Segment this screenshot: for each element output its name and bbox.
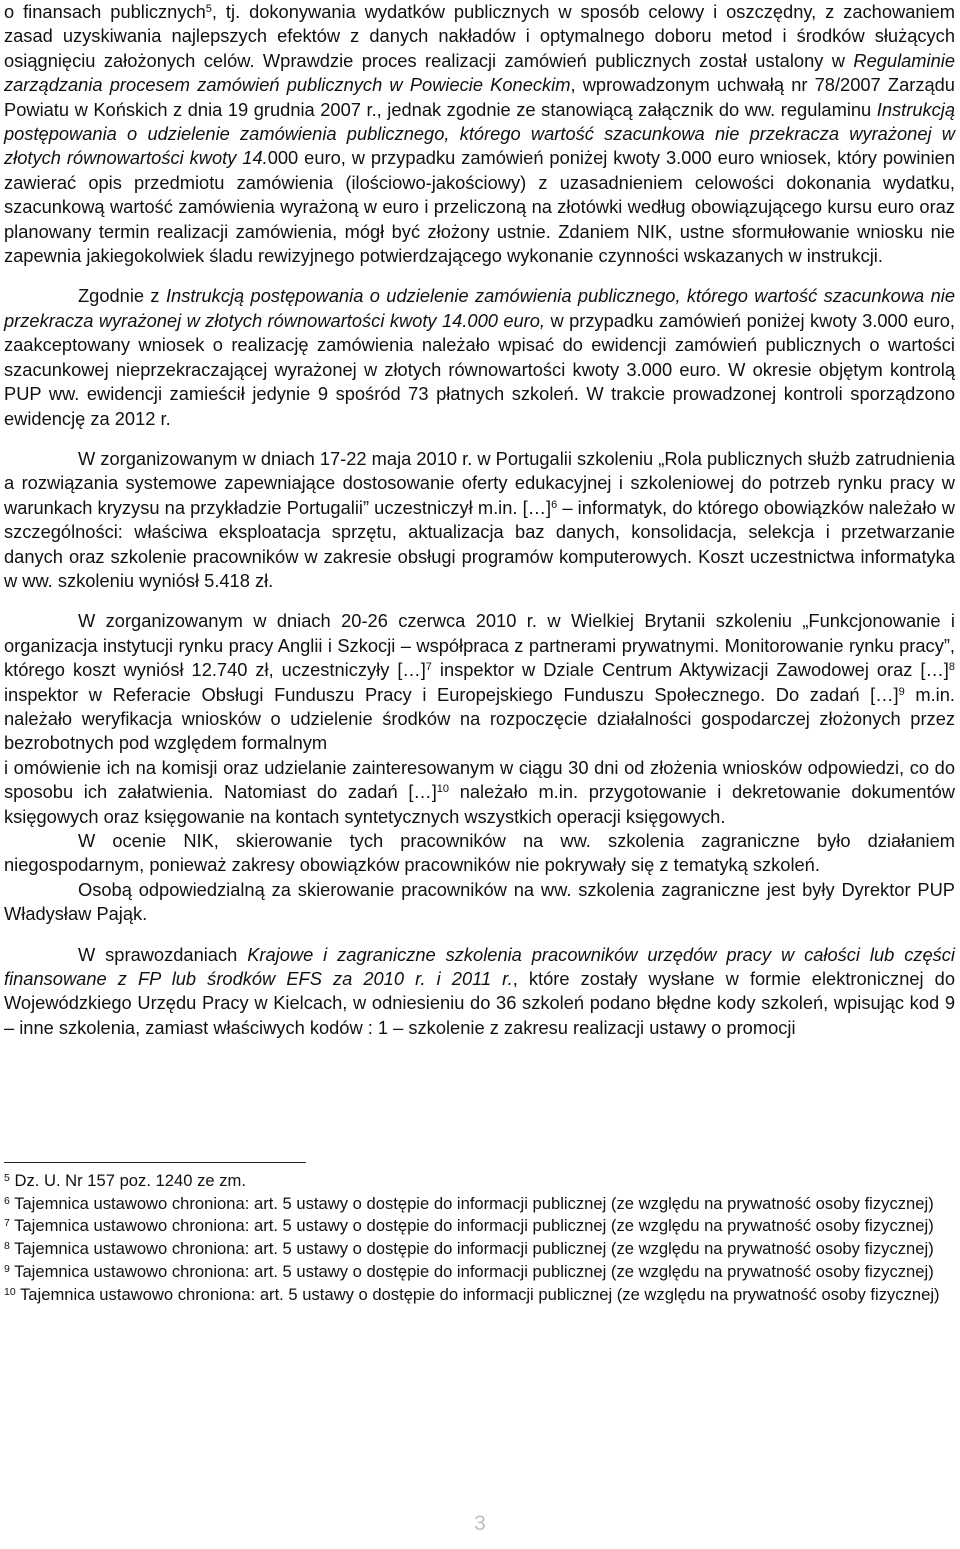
footnote-number: 7 [4,1217,10,1230]
footnote-number: 8 [4,1240,10,1253]
footnote-number: 6 [4,1194,10,1207]
text-run: 000 euro, w przypadku zamówień poniżej kwoty 3.000 euro wniosek, który powinien zawierać opis przedmiotu zamówienia (ilościowo-jakościowy) z uzasadnieniem celowości dokonania wydatku, szacunkową wartość zamówienia wyrażoną w euro i przeliczoną na złotówki według obowiązującego kursu euro oraz planowany termin realizacji zamówienia, mógł być złożony ustnie. Zdaniem NIK, ustne sformułowanie wniosku nie zapewnia jakiegokolwiek śladu rewizyjnego potwierdzającego wykonanie czynności wskazanych w instrukcji. [4,147,955,267]
footnote-10 [4,1284,955,1307]
text-run: , tj. dokonywania wydatków publicznych w sposób celowy i oszczędny, z zachowaniem zasad uzyskiwania najlepszych efektów z danych nakładów i optymalnego doboru metod i środków służących osiągnięciu założonych celów. Wprawdzie proces realizacji zamówień publicznych został ustalony w [4,1,955,71]
text-run: należało m.in. przygotowanie i dekretowanie dokumentów księgowych oraz księgowanie na kontach syntetycznych wszystkich operacji księgowych. [4,781,956,827]
text-run: Zgodnie z [78,285,166,307]
footnote-text: Tajemnica ustawowo chroniona: art. 5 ustawy o dostępie do informacji publicznej (ze względu na prywatność osoby fizycznej) [9,1216,934,1236]
footnote-5 [4,1170,955,1193]
text-run: W zorganizowanym w dniach 20-26 czerwca 2010 r. w Wielkiej Brytanii szkoleniu „Funkcjonowanie i organizacja instytucji rynku pracy Anglii i Szkocji – współpraca z partnerami prywatnymi. Monitorowanie rynku pracy”, którego koszt wyniósł 12.740 zł, uczestniczyły […] [4,610,955,681]
footnote-text: Tajemnica ustawowo chroniona: art. 5 ustawy o dostępie do informacji publicznej (ze względu na prywatność osoby fizycznej) [9,1239,934,1259]
footnote-number: 9 [4,1262,10,1275]
paragraph-public-procurement [4,0,955,268]
footnote-text: Tajemnica ustawowo chroniona: art. 5 ustawy o dostępie do informacji publicznej (ze względu na prywatność osoby fizycznej) [9,1193,934,1213]
paragraph-reports [4,943,955,1041]
italic-run: Krajowe i zagraniczne szkolenia pracowników urzędów pracy w całości lub części finansowane z FP lub środków EFS za 2010 r. i 2011 r. [4,943,955,990]
footnote-ref: 10 [436,783,450,796]
text-run: m.in. należało weryfikacja wniosków o udzielenie środków na rozpoczęcie działalności gospodarczej złożonych przez bezrobotnych pod względem formalnym [4,683,955,754]
text-run: o finansach publicznych [4,1,206,22]
footnotes [4,1170,955,1306]
footnote-separator [4,1162,306,1163]
italic-run: Instrukcją postępowania o udzielenie zamówienia publicznego, którego wartość szacunkowa nie przekracza wyrażonej w złotych równowartości kwoty 14. [4,285,955,331]
footnote-9 [4,1261,955,1284]
italic-run: 000 euro, [467,309,546,331]
footnote-ref: 7 [425,661,432,674]
text-run: i omówienie ich na komisji oraz udzielanie zainteresowanym w ciągu 30 dni od złożenia wniosków odpowiedzi, co do sposobu ich załatwienia. Natomiast do zadań […] [4,756,955,803]
text-run: inspektor w Referacie Obsługi Funduszu Pracy i Europejskiego Funduszu Społecznego. Do zadań […] [4,683,899,705]
paragraph-uk-training-cont [4,756,955,829]
text-run: , które zostały wysłane w formie elektronicznej do Wojewódzkiego Urzędu Pracy w Kielcach, w odniesieniu do 36 szkoleń podano błędne kody szkoleń, wpisując kod 9 – inne szkolenia, zamiast właściwych kodów : 1 – szkolenie z zakresu realizacji ustawy o promocji [4,968,955,1038]
text-run: – informatyk, do którego obowiązków należało w szczególności: właściwa eksploatacja sprzętu, aktualizacja baz danych, konsolidacja, selekcja i przetwarzanie danych oraz szkolenie pracowników w zakresie obsługi programów komputerowych. Koszt uczestnictwa informatyka w ww. szkoleniu wyniósł 5.418 zł. [4,496,955,591]
text-run: , wprowadzonym uchwałą nr 78/2007 Zarządu Powiatu w Końskich z dnia 19 grudnia 2007 r., jednak zgodnie ze stanowiącą załącznik do ww. regulaminu [4,74,955,120]
footnote-ref: 5 [205,3,212,15]
footnote-ref: 9 [898,685,905,698]
footnote-text: Dz. U. Nr 157 poz. 1240 ze zm. [9,1171,246,1190]
text-run: w przypadku zamówień poniżej kwoty 3.000 euro, zaakceptowany wniosek o realizację zamówienia należało wpisać do ewidencji zamówień publicznych o wartości szacunkowej nieprzekraczającej wyrażonej w złotych równowartości kwoty 3.000 euro. W okresie objętym kontrolą PUP ww. ewidencji zamieścił jedynie 9 spośród 73 płatnych szkoleń. W trakcie prowadzonej kontroli sporządzono ewidencję za 2012 r. [4,309,955,429]
paragraph-nik-assessment: W ocenie NIK, skierowanie tych pracowników na ww. szkolenia zagraniczne było działaniem niegospodarnym, ponieważ zakresy obowiązków pracowników nie pokrywały się z tematyką szkoleń. [4,830,955,876]
footnote-8 [4,1238,955,1261]
paragraph-uk-training [4,609,955,755]
italic-run: Instrukcją postępowania o udzielenie zamówienia publicznego, którego wartość szacunkowa nie przekracza wyrażonej w złotych równowartości kwoty 14. [4,98,955,169]
footnote-number: 10 [4,1285,16,1298]
text-run: W sprawozdaniach [78,943,248,965]
footnote-number: 5 [4,1172,10,1184]
footnote-ref: 6 [551,498,558,511]
footnote-ref: 8 [948,661,955,674]
page-number: 3 [474,1512,486,1535]
paragraph-register [4,284,955,430]
footnote-7 [4,1215,955,1238]
paragraph-responsible-person: Osobą odpowiedzialną za skierowanie pracowników na ww. szkolenia zagraniczne jest były Dyrektor PUP Władysław Pająk. [4,878,955,925]
text-run: W zorganizowanym w dniach 17-22 maja 2010 r. w Portugalii szkoleniu „Rola publicznych służb zatrudnienia a rozwiązania systemowe zapewniające dostosowanie oferty edukacyjnej i szkoleniowej do potrzeb rynku pracy w warunkach kryzysu na przykładzie Portugalii” uczestniczył m.in. […] [4,447,955,518]
paragraph-portugal-training [4,447,955,593]
italic-run: Regulaminie zarządzania procesem zamówień publicznych w Powiecie Koneckim [4,49,955,96]
text-run: inspektor w Dziale Centrum Aktywizacji Zawodowej oraz […] [431,659,949,681]
footnote-6 [4,1193,955,1216]
footnote-text: Tajemnica ustawowo chroniona: art. 5 ustawy o dostępie do informacji publicznej (ze względu na prywatność osoby fizycznej) [9,1261,934,1281]
footnote-text: Tajemnica ustawowo chroniona: art. 5 ustawy o dostępie do informacji publicznej (ze względu na prywatność osoby fizycznej) [15,1284,940,1304]
document-page [4,0,955,1040]
